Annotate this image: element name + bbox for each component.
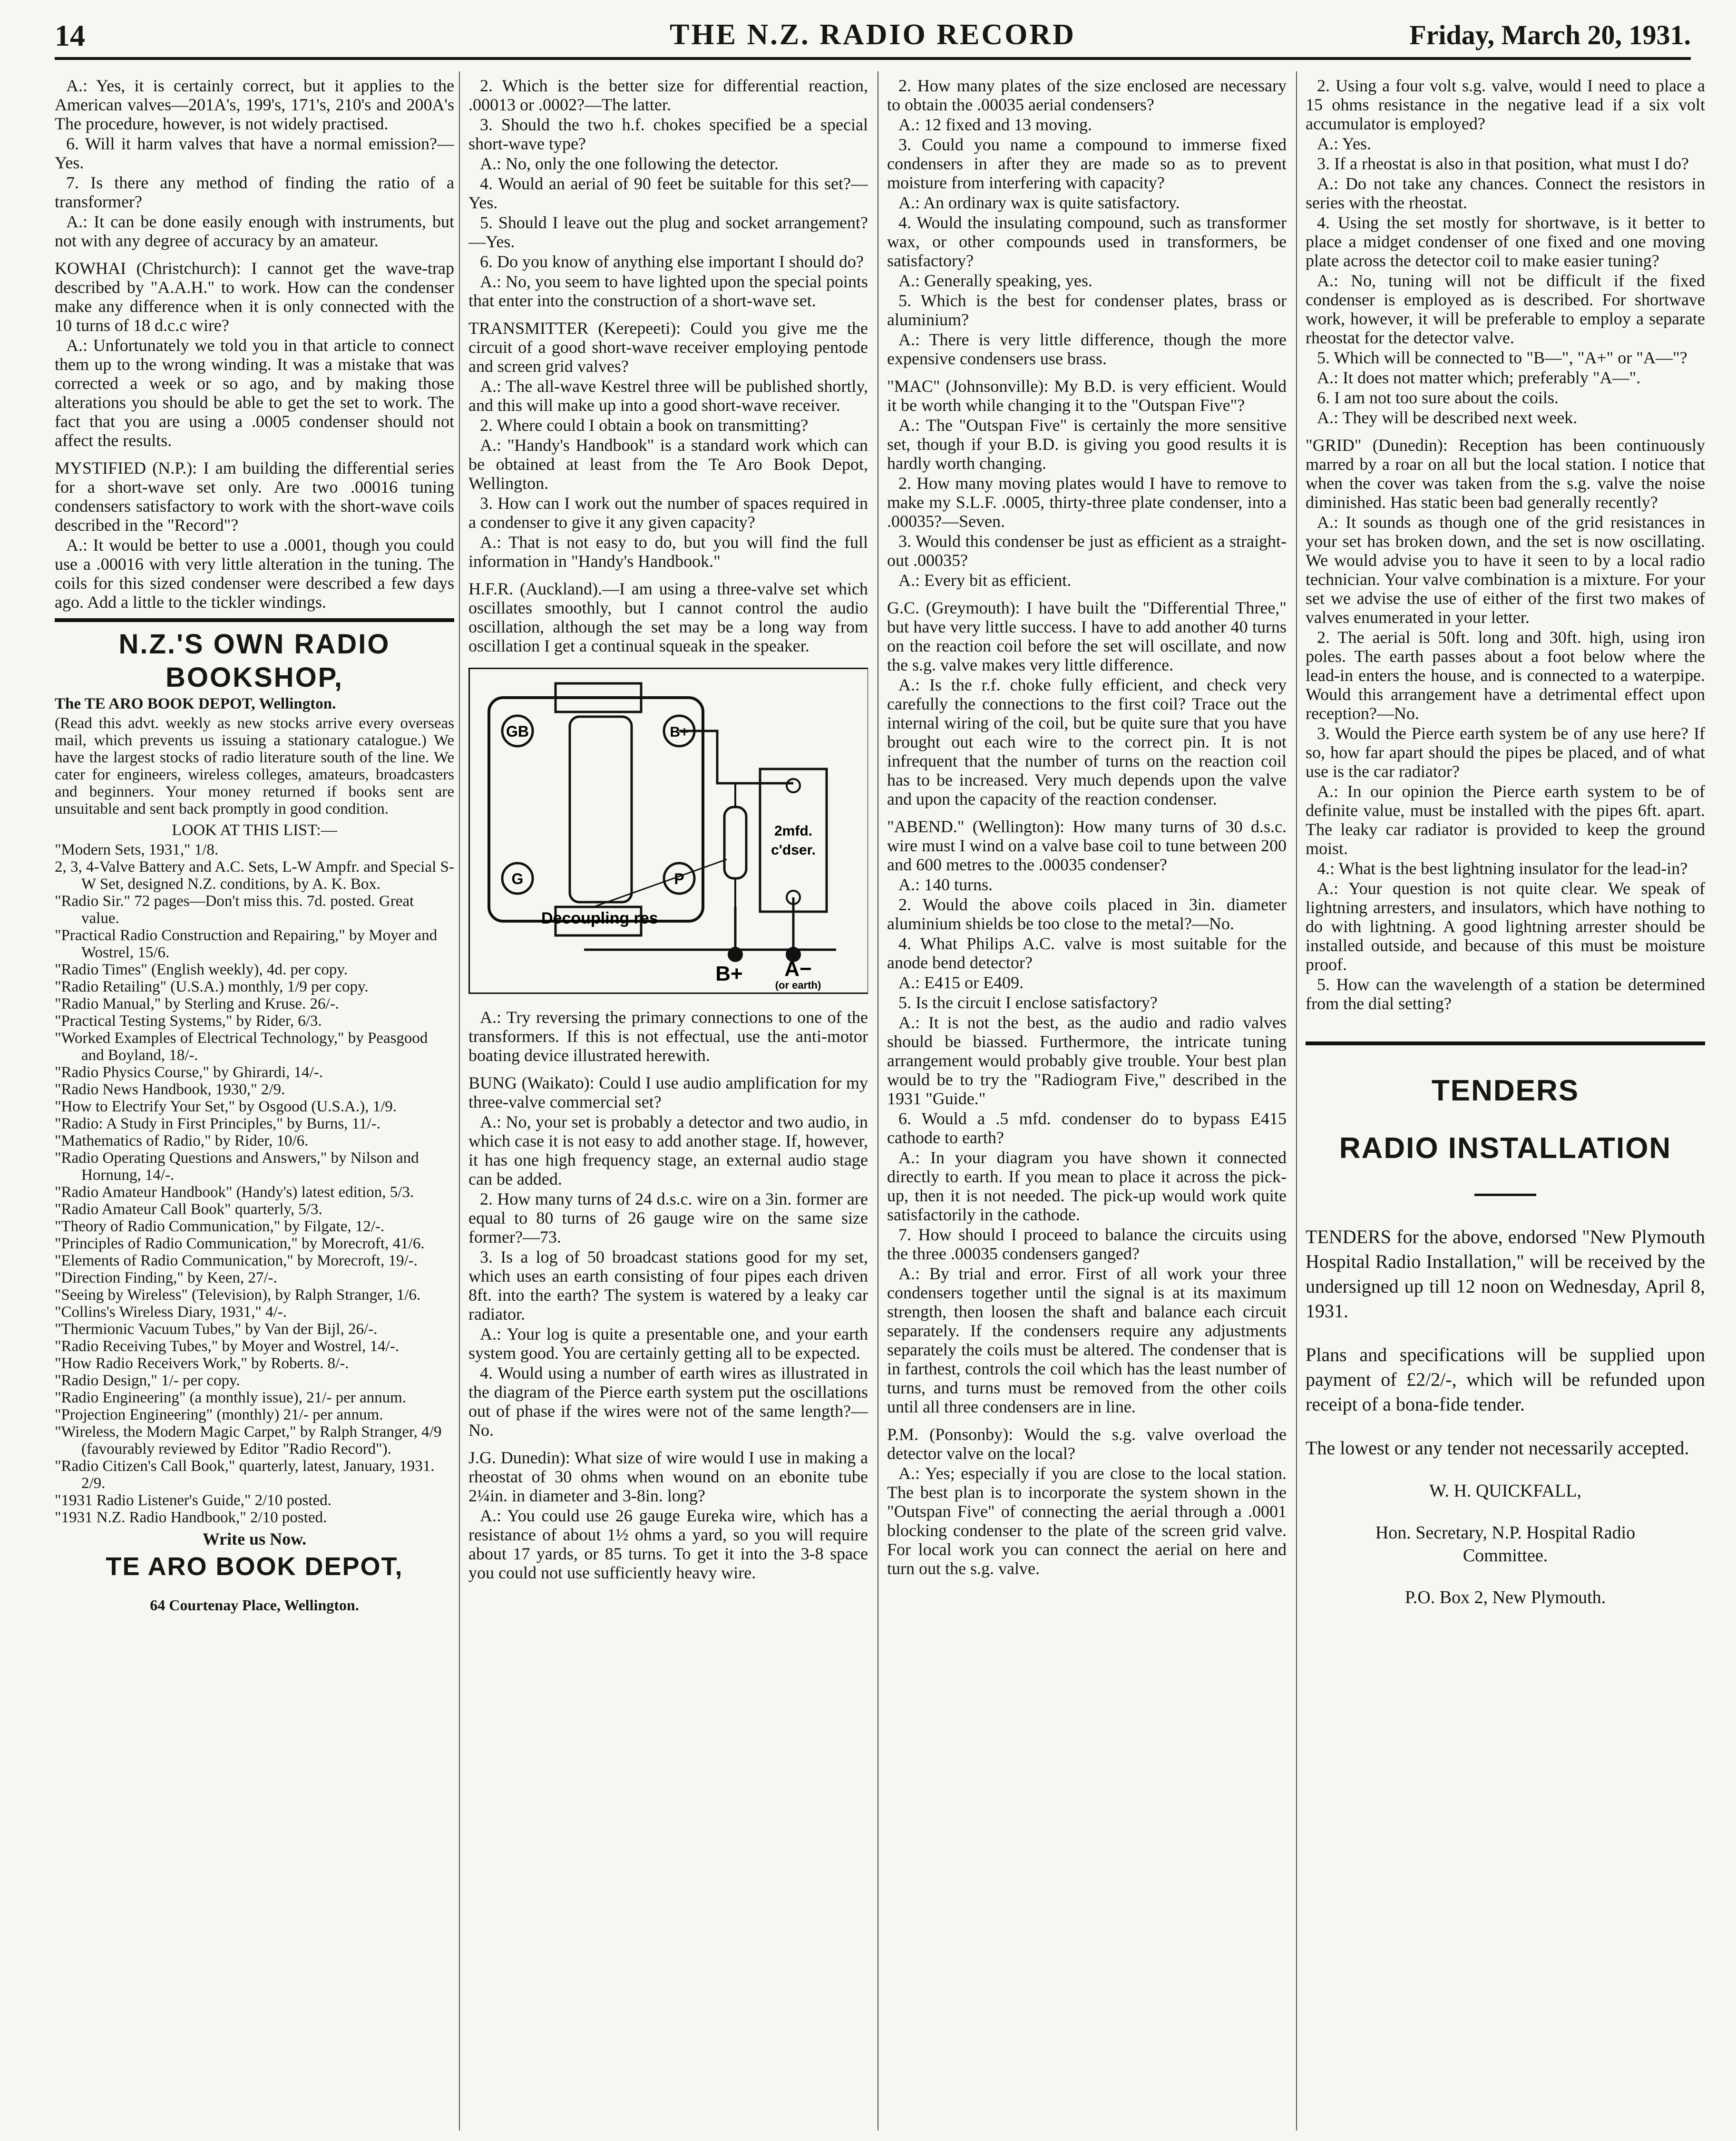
grid-answer: A.: It sounds as though one of the grid resistances in your set has broken down, and the set is now oscillating. We would advise you to have it seen to by a local radio technician. Your valve combination is a mixture. For your set we advise the use of either of the first two makes of valves enumerated in your letter. [1306, 513, 1705, 627]
bookshop-intro: (Read this advt. weekly as new stocks arrive every overseas mail, which prevents us issuing a stationary catalogue.) We have the largest stocks of radio literature south of the line. We cater for engineers, wireless colleges, amateurs, broadcasters and beginners. Your money returned if books sent are unsuitable and sent back promptly in good condition. [55, 715, 454, 817]
question-paragraph: 2. Which is the better size for differential reaction, .00013 or .0002?—The latter. [468, 76, 868, 114]
book-list [55, 841, 454, 1526]
book-list-item: "Elements of Radio Communication," by Morecroft, 19/-. [55, 1252, 418, 1269]
tenders-role-2: Committee. [1463, 1546, 1548, 1566]
book-list-item: "Practical Radio Construction and Repairing," by Moyer and Wostrel, 15/6. [55, 927, 438, 961]
book-list-item: "Collins's Wireless Diary, 1931," 4/-. [55, 1304, 287, 1321]
condenser-label-1: 2mfd. [774, 823, 813, 839]
bookshop-address: 64 Courtenay Place, Wellington. [150, 1596, 359, 1614]
book-list-item: "Theory of Radio Communication," by Filgate, 12/-. [55, 1218, 385, 1235]
tenders-subheading: RADIO INSTALLATION [1339, 1132, 1672, 1165]
answer-paragraph: A.: Yes. [1317, 134, 1372, 153]
mac-question: "MAC" (Johnsonville): My B.D. is very efficient. Would it be worth while changing it to the "Outspan Five"? [887, 377, 1287, 415]
abend-answer: A.: 140 turns. [898, 875, 993, 894]
question-paragraph: 5. Which is the best for condenser plates, brass or aluminium? [887, 291, 1287, 329]
answer-paragraph: A.: No, tuning will not be difficult if the fixed condenser is employed as is described. For shortwave work, however, it will be preferable to employ a separate rheostat for the detector valve. [1306, 271, 1705, 347]
book-list-item: "Radio Operating Questions and Answers," by Nilson and Hornung, 14/-. [55, 1149, 419, 1184]
question-paragraph: 7. How should I proceed to balance the circuits using the three .00035 condensers ganged? [887, 1225, 1287, 1263]
mac-answer: A.: The "Outspan Five" is certainly the more sensitive set, though if your B.D. is giving you good results it is hardly worth changing. [887, 416, 1287, 473]
book-list-item: "1931 Radio Listener's Guide," 2/10 posted. [55, 1492, 332, 1509]
tenders-notice [1306, 1041, 1705, 1609]
book-list-item: "Mathematics of Radio," by Rider, 10/6. [55, 1132, 309, 1149]
column-divider [459, 71, 460, 2131]
wire-bplus-to-condenser [679, 731, 793, 783]
tenders-rule [1474, 1194, 1536, 1196]
question-paragraph: 2. How many moving plates would I have to remove to make my S.L.F. .0005, thirty-three plate condenser, into a .00035?—Seven. [887, 474, 1287, 531]
answer-paragraph: A.: In our opinion the Pierce earth system to be of definite value, must be installed with the pipes 6ft. apart. The leaky car radiator is provided to keep the ground moist. [1306, 782, 1705, 858]
book-list-item: "Thermionic Vacuum Tubes," by Van der Bijl, 26/-. [55, 1321, 378, 1338]
page-number: 14 [55, 19, 85, 52]
book-list-item: "Radio Retailing" (U.S.A.) monthly, 1/9 per copy. [55, 978, 369, 995]
bookshop-write: Write us Now. [202, 1529, 307, 1548]
answer-paragraph: A.: It can be done easily enough with instruments, but not with any degree of accuracy by an amateur. [55, 212, 454, 250]
question-paragraph: 5. Should I leave out the plug and socket arrangement?—Yes. [468, 213, 868, 251]
question-paragraph: 6. I am not too sure about the coils. [1317, 388, 1559, 407]
label-gb: GB [506, 723, 529, 740]
tenders-address: P.O. Box 2, New Plymouth. [1404, 1587, 1606, 1607]
question-paragraph: 3. Is a log of 50 broadcast stations good for my set, which uses an earth consisting of four pipes each driven 8ft. into the earth? The system is watered by a leaky car radiator. [468, 1247, 868, 1324]
label-g: G [511, 870, 524, 887]
column-3 [887, 76, 1287, 2131]
question-paragraph: 3. Would this condenser be just as efficient as a straight-out .00035? [887, 532, 1287, 570]
book-list-item: "Radio Receiving Tubes," by Moyer and Wostrel, 14/-. [55, 1338, 399, 1355]
hfr-question: H.F.R. (Auckland).—I am using a three-valve set which oscillates smoothly, but I cannot control the audio oscillation, although the set may be a long way from oscillation I get a continual squeak in the speaker. [468, 579, 868, 655]
hfr-answer: A.: Try reversing the primary connections to one of the transformers. If this is not effectual, use the anti-motor boating device illustrated herewith. [468, 1008, 868, 1065]
question-paragraph: 2. Using a four volt s.g. valve, would I need to place a 15 ohms resistance in the negative lead if a six volt accumulator is employed? [1306, 76, 1705, 133]
answer-paragraph: A.: An ordinary wax is quite satisfactory. [898, 193, 1180, 212]
question-paragraph: 4. Would an aerial of 90 feet be suitable for this set?—Yes. [468, 174, 868, 212]
answer-paragraph: A.: In your diagram you have shown it connected directly to earth. If you mean to place it across the pick-up, then it is not needed. The pick-up would work quite satisfactorily in the cathode. [887, 1148, 1287, 1224]
transformer-core [570, 717, 632, 902]
question-paragraph: 3. If a rheostat is also in that position, what must I do? [1317, 154, 1689, 173]
book-list-item: "Radio News Handbook, 1930," 2/9. [55, 1081, 285, 1098]
condenser-top-terminal [787, 779, 800, 792]
bookshop-list-heading: LOOK AT THIS LIST:— [172, 821, 337, 839]
book-list-item: "Radio: A Study in First Principles," by Burns, 11/-. [55, 1115, 380, 1132]
book-list-item: "Wireless, the Modern Magic Carpet," by Ralph Stranger, 4/9 (favourably reviewed by Editor "Radio Record"). [55, 1423, 442, 1458]
question-paragraph: 6. Do you know of anything else important I should do? [480, 252, 864, 271]
pm-question: P.M. (Ponsonby): Would the s.g. valve overload the detector valve on the local? [887, 1425, 1287, 1463]
answer-paragraph: A.: It is not the best, as the audio and radio valves should be biassed. Furthermore, the intricate tuning arrangement would probably give trouble. Your best plan would be to try the "Radiogram Five," described in the 1931 "Guide." [887, 1013, 1287, 1108]
book-list-item: "Principles of Radio Communication," by Morecroft, 41/6. [55, 1235, 425, 1252]
page-header [55, 14, 1691, 60]
question-paragraph: 7. Is there any method of finding the ratio of a transformer? [55, 173, 454, 211]
question-paragraph: 4.: What is the best lightning insulator for the lead-in? [1317, 859, 1688, 878]
question-paragraph: 6. Will it harm valves that have a normal emission?—Yes. [55, 134, 454, 172]
book-list-item: "Radio Amateur Call Book" quarterly, 5/3. [55, 1201, 322, 1218]
kowhai-question: KOWHAI (Christchurch): I cannot get the wave-trap described by "A.A.H." to work. How can the condenser make any difference when it is only connected with the 10 turns of 18 d.c.c wire? [55, 259, 454, 335]
book-list-item: "Worked Examples of Electrical Technology," by Peasgood and Boyland, 18/-. [55, 1030, 428, 1064]
label-terminal-a: A− [784, 957, 812, 981]
tenders-heading: TENDERS [1431, 1074, 1580, 1107]
question-paragraph: 3. Would the Pierce earth system be of any use here? If so, how far apart should the pipes be placed, and of what use is the car radiator? [1306, 724, 1705, 781]
question-paragraph: 2. Would the above coils placed in 3in. diameter aluminium shields be too close to the metal?—No. [887, 895, 1287, 933]
issue-date: Friday, March 20, 1931. [1409, 19, 1691, 50]
question-paragraph: 5. Is the circuit I enclose satisfactory? [898, 993, 1158, 1012]
book-list-item: "Radio Citizen's Call Book," quarterly, latest, January, 1931. 2/9. [55, 1458, 435, 1492]
answer-paragraph: A.: There is very little difference, though the more expensive condensers use brass. [887, 330, 1287, 368]
book-list-item: "How to Electrify Your Set," by Osgood (U.S.A.), 1/9. [55, 1098, 397, 1115]
book-list-item: 2, 3, 4-Valve Battery and A.C. Sets, L-W Ampfr. and Special S-W Set, designed N.Z. conditions, by A. K. Box. [55, 858, 454, 893]
question-paragraph: 3. Could you name a compound to immerse fixed condensers in after they are made so as to prevent moisture from interfering with capacity? [887, 135, 1287, 192]
jg-answer: A.: You could use 26 gauge Eureka wire, which has a resistance of about 1½ ohms a yard, so you will require about 17 yards, or 85 turns. To get it into the 3-8 space you could not use sufficiently heavy wire. [468, 1506, 868, 1582]
question-paragraph: 2. How many plates of the size enclosed are necessary to obtain the .00035 aerial condensers? [887, 76, 1287, 114]
question-paragraph: 4. Would using a number of earth wires as illustrated in the diagram of the Pierce earth system put the oscillations out of phase if the wires were not of the same length?—No. [468, 1363, 868, 1440]
decoupling-circuit-diagram [468, 668, 868, 994]
answer-paragraph: A.: That is not easy to do, but you will find the full information in "Handy's Handbook." [468, 533, 868, 571]
answer-paragraph: A.: No, you seem to have lighted upon the special points that enter into the construction of a short-wave set. [468, 272, 868, 310]
question-paragraph: 2. Where could I obtain a book on transmitting? [480, 416, 809, 435]
bookshop-advertisement [55, 618, 454, 1614]
bookshop-subtitle: The TE ARO BOOK DEPOT, Wellington. [55, 695, 336, 712]
book-list-item: "Projection Engineering" (monthly) 21/- per annum. [55, 1406, 383, 1423]
question-paragraph: 4. Using the set mostly for shortwave, is it better to place a midget condenser of one fixed and one moving plate across the detector coil to make easier tuning? [1306, 213, 1705, 270]
grid-question: "GRID" (Dunedin): Reception has been continuously marred by a roar on all but the local station. I notice that when the cover was taken from the s.g. valve the noise diminished. Has static been bad generally recently? [1306, 436, 1705, 512]
question-paragraph: 3. Should the two h.f. chokes specified be a special short-wave type? [468, 115, 868, 153]
book-list-item: "Radio Sir." 72 pages—Don't miss this. 7d. posted. Great value. [55, 893, 414, 927]
question-paragraph: 4. Would the insulating compound, such as transformer wax, or other compounds used in transformers, be satisfactory? [887, 213, 1287, 270]
book-list-item: "Seeing by Wireless" (Television), by Ralph Stranger, 1/6. [55, 1286, 421, 1304]
answer-paragraph: A.: Generally speaking, yes. [898, 271, 1092, 290]
answer-paragraph: A.: Your question is not quite clear. We speak of lightning arresters, and insulators, which have nothing to do with lightning. A good lightning arrester should be installed outside, and because of this must be moisture proof. [1306, 879, 1705, 974]
column-2 [468, 76, 868, 2131]
question-paragraph: 2. The aerial is 50ft. long and 30ft. high, using iron poles. The earth passes about a foot below where the lead-in enters the house, and is connected to a waterpipe. Would this arrangement have a detrimental effect upon reception?—No. [1306, 628, 1705, 723]
jg-question: J.G. Dunedin): What size of wire would I use in making a rheostat of 30 ohms when wound on an ebonite tube 2¼in. in diameter and 3-8in. long? [468, 1448, 868, 1505]
mystified-question: MYSTIFIED (N.P.): I am building the differential series for a short-wave set only. Are two .00016 tuning condensers satisfactory to work with the short-wave coils described in the "Record"? [55, 458, 454, 535]
answer-paragraph: A.: By trial and error. First of all work your three condensers together until the signal is at its maximum strength, then loosen the shaft and balance each circuit separately. If the condensers require any adjustments separately the coils must be altered. The condenser that is in farthest, controls the coil which has the least number of turns, and turns must be removed from the other coils until all three condensers are in line. [887, 1264, 1287, 1416]
label-decoupling-res: Decoupling res [541, 909, 658, 927]
book-list-item: "Radio Manual," by Sterling and Kruse. 26/-. [55, 995, 339, 1012]
answer-paragraph: A.: Your log is quite a presentable one, and your earth system good. You are certainly getting all to be expected. [468, 1324, 868, 1362]
bookshop-title: N.Z.'S OWN RADIO [118, 629, 390, 660]
answer-paragraph: A.: No, only the one following the detector. [480, 154, 779, 173]
tenders-signer: W. H. QUICKFALL, [1429, 1481, 1581, 1501]
question-paragraph: 2. How many turns of 24 d.s.c. wire on a 3in. former are equal to 80 turns of 26 gauge wire on the same size former?—73. [468, 1189, 868, 1246]
bung-answer: A.: No, your set is probably a detector and two audio, in which case it is not easy to add another stage. If, however, it has one high frequency stage, an external audio stage can be added. [468, 1112, 868, 1188]
bookshop-depot-name: TE ARO BOOK DEPOT, [106, 1552, 403, 1581]
label-p: P [674, 870, 684, 887]
question-paragraph: 3. How can I work out the number of spaces required in a condenser to give it any given capacity? [468, 494, 868, 532]
question-paragraph: 4. What Philips A.C. valve is most suitable for the anode bend detector? [887, 934, 1287, 972]
answer-paragraph: A.: 12 fixed and 13 moving. [898, 115, 1092, 134]
book-list-item: "Radio Engineering" (a monthly issue), 21/- per annum. [55, 1389, 407, 1406]
decoupling-resistor [724, 807, 746, 878]
answer-paragraph: A.: Every bit as efficient. [898, 571, 1072, 590]
answer-paragraph: A.: "Handy's Handbook" is a standard work which can be obtained at least from the Te Aro Book Depot, Wellington. [468, 436, 868, 493]
bung-question: BUNG (Waikato): Could I use audio amplification for my three-valve commercial set? [468, 1073, 868, 1111]
book-list-item: "Radio Amateur Handbook" (Handy's) latest edition, 5/3. [55, 1184, 414, 1201]
column-1 [55, 76, 454, 2131]
tenders-paragraph-2: Plans and specifications will be supplied upon payment of £2/2/-, which will be refunded upon receipt of a bona-fide tender. [1306, 1344, 1705, 1415]
book-list-item: "Radio Physics Course," by Ghirardi, 14/-. [55, 1064, 323, 1081]
tenders-role: Hon. Secretary, N.P. Hospital Radio [1375, 1523, 1636, 1543]
book-list-item: "1931 N.Z. Radio Handbook," 2/10 posted. [55, 1509, 327, 1526]
pm-answer: A.: Yes; especially if you are close to the local station. The best plan is to incorporate the system shown in the "Outspan Five" of connecting the aerial through a .0001 blocking condenser to the plate of the screen grid valve. For local work you can connect the aerial on here and turn out the s.g. valve. [887, 1464, 1287, 1578]
condenser-label-2: c'dser. [771, 842, 816, 858]
resistor-pointer-line [594, 859, 727, 907]
gc-answer: A.: Is the r.f. choke fully efficient, and check very carefully the connections to the first coil? Trace out the internal wiring of the coil, but be quite sure that you have brought out each wire to the correct pin. It is not infrequent that the number of turns on the reaction coil has to be increased. Very much depends upon the valve and upon the capacity of the reaction condenser. [887, 675, 1287, 808]
label-terminal-b: B+ [715, 962, 743, 985]
book-list-item: "Modern Sets, 1931," 1/8. [55, 841, 219, 858]
abend-question: "ABEND." (Wellington): How many turns of 30 d.s.c. wire must I wind on a valve base coil to tune between 200 and 600 metres to the .00035 condenser? [887, 817, 1287, 874]
book-list-item: "Direction Finding," by Keen, 27/-. [55, 1269, 277, 1286]
question-paragraph: 6. Would a .5 mfd. condenser do to bypass E415 cathode to earth? [887, 1109, 1287, 1147]
transmitter-question: TRANSMITTER (Kerepeeti): Could you give me the circuit of a good short-wave receiver employing pentode and screen grid valves? [468, 319, 868, 376]
column-4 [1306, 76, 1705, 2131]
book-list-item: "Radio Design," 1/- per copy. [55, 1372, 240, 1389]
question-paragraph: 5. How can the wavelength of a station be determined from the dial setting? [1306, 975, 1705, 1013]
column-divider [1296, 71, 1297, 2131]
tenders-paragraph-1: TENDERS for the above, endorsed "New Plymouth Hospital Radio Installation," will be received by the undersigned up till 12 noon on Wednesday, April 8, 1931. [1306, 1226, 1705, 1322]
gc-question: G.C. (Greymouth): I have built the "Differential Three," but have very little success. I have to add another 40 turns on the reaction coil before the set will oscillate, and now the s.g. valve makes very little difference. [887, 598, 1287, 674]
kowhai-answer: A.: Unfortunately we told you in that article to connect them up to the wrong winding. It was a mistake that was corrected a week or so ago, and by making those alterations you should be able to get the set to work. The fact that you are using a .0005 condenser should not affect the results. [55, 336, 454, 450]
answer-paragraph: A.: It does not matter which; preferably "A—". [1317, 368, 1641, 387]
question-paragraph: 5. Which will be connected to "B—", "A+" or "A—"? [1317, 348, 1687, 367]
paper-title: THE N.Z. RADIO RECORD [670, 19, 1076, 51]
tenders-paragraph-3: The lowest or any tender not necessarily accepted. [1306, 1437, 1689, 1459]
bookshop-title-2: BOOKSHOP, [165, 662, 343, 693]
mystified-answer: A.: It would be better to use a .0001, though you could use a .00016 with very little alteration in the tuning. The coils for this sized condenser were described a few days ago. Add a little to the tickler windings. [55, 535, 454, 612]
label-or-earth: (or earth) [775, 979, 821, 991]
book-list-item: "Practical Testing Systems," by Rider, 6/3. [55, 1012, 322, 1030]
answer-paragraph: A.: Yes, it is certainly correct, but it applies to the American valves—201A's, 199's, 171's, 210's and 200A's The procedure, however, is not widely practised. [55, 76, 454, 133]
answer-paragraph: A.: E415 or E409. [898, 973, 1024, 992]
book-list-item: "How Radio Receivers Work," by Roberts. 8/-. [55, 1355, 349, 1372]
transmitter-answer: A.: The all-wave Kestrel three will be published shortly, and this will make up into a good short-wave receiver. [468, 377, 868, 415]
book-list-item: "Radio Times" (English weekly), 4d. per copy. [55, 961, 348, 978]
label-bplus: B+ [670, 724, 689, 740]
answer-paragraph: A.: Do not take any chances. Connect the resistors in series with the rheostat. [1306, 174, 1705, 212]
answer-paragraph: A.: They will be described next week. [1317, 408, 1578, 427]
